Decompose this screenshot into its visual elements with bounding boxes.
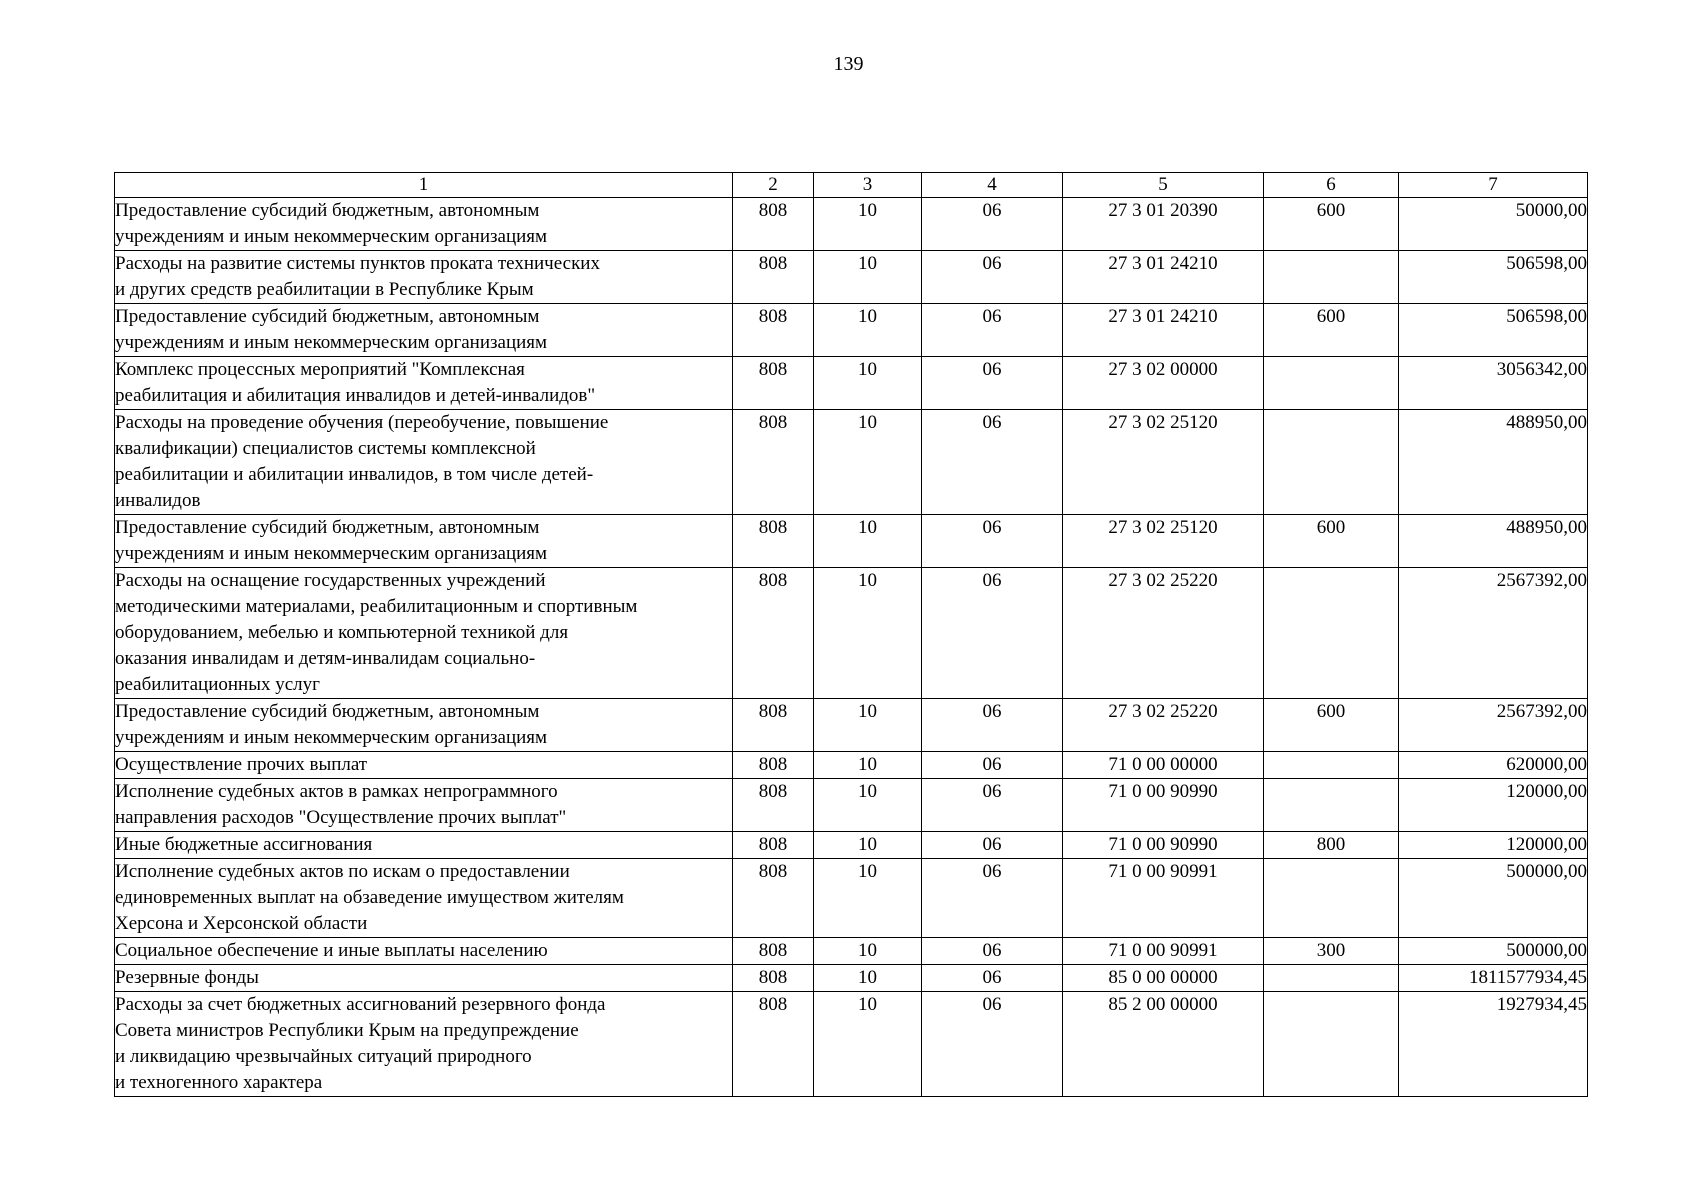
expense-name-line: Исполнение судебных актов в рамках непрограммного [115,781,558,802]
expense-name-line: единовременных выплат на обзаведение имуществом жителям [115,887,624,908]
amount-cell: 3056342,00 [1399,357,1588,410]
expense-name-line: и других средств реабилитации в Республике Крым [115,279,534,300]
table-row [115,251,1588,304]
amount-cell: 500000,00 [1399,859,1588,938]
column-number-row [115,173,1588,198]
expense-type-cell [1264,568,1399,699]
subsection-code-cell: 06 [922,992,1063,1097]
target-article-cell: 71 0 00 90991 [1063,859,1264,938]
subsection-code-cell: 06 [922,198,1063,251]
target-article-cell: 27 3 02 25120 [1063,515,1264,568]
expense-type-cell: 800 [1264,832,1399,859]
expense-name-line: реабилитация и абилитация инвалидов и детей-инвалидов" [115,385,596,406]
expense-type-cell: 600 [1264,198,1399,251]
column-number-1: 1 [115,173,733,198]
target-article-cell: 71 0 00 90990 [1063,779,1264,832]
target-article-cell: 85 0 00 00000 [1063,965,1264,992]
expense-type-cell [1264,859,1399,938]
expense-name-cell [115,198,733,251]
expense-name-line: Предоставление субсидий бюджетным, автономным [115,306,540,327]
subsection-code-cell: 06 [922,752,1063,779]
expense-name-cell [115,938,733,965]
ministry-code-cell: 808 [733,859,814,938]
table-row [115,568,1588,699]
expense-name-line: Резервные фонды [115,967,259,988]
ministry-code-cell: 808 [733,251,814,304]
expense-name-cell [115,859,733,938]
subsection-code-cell: 06 [922,965,1063,992]
target-article-cell: 27 3 02 00000 [1063,357,1264,410]
ministry-code-cell: 808 [733,357,814,410]
amount-cell: 50000,00 [1399,198,1588,251]
table-row [115,752,1588,779]
expense-name-line: Иные бюджетные ассигнования [115,834,373,855]
subsection-code-cell: 06 [922,779,1063,832]
column-number-6: 6 [1264,173,1399,198]
expense-type-cell: 300 [1264,938,1399,965]
column-number-4: 4 [922,173,1063,198]
target-article-cell: 27 3 02 25120 [1063,410,1264,515]
expense-name-line: Исполнение судебных актов по искам о предоставлении [115,861,570,882]
expense-name-line: учреждениям и иным некоммерческим организациям [115,727,548,748]
ministry-code-cell: 808 [733,965,814,992]
subsection-code-cell: 06 [922,832,1063,859]
amount-cell: 1927934,45 [1399,992,1588,1097]
expense-name-cell [115,752,733,779]
table-row [115,699,1588,752]
expense-name-line: квалификации) специалистов системы комплексной [115,438,536,459]
expense-name-line: Совета министров Республики Крым на предупреждение [115,1020,579,1041]
expense-name-cell [115,304,733,357]
expense-name-line: Предоставление субсидий бюджетным, автономным [115,701,540,722]
expense-name-line: оборудованием, мебелью и компьютерной техникой для [115,622,569,643]
section-code-cell: 10 [814,859,922,938]
section-code-cell: 10 [814,965,922,992]
column-number-7: 7 [1399,173,1588,198]
expense-type-cell [1264,357,1399,410]
expense-name-line: учреждениям и иным некоммерческим организациям [115,543,548,564]
expense-type-cell [1264,251,1399,304]
amount-cell: 500000,00 [1399,938,1588,965]
expense-name-line: Расходы на развитие системы пунктов проката технических [115,253,600,274]
budget-table [114,172,1588,1097]
amount-cell: 1811577934,45 [1399,965,1588,992]
ministry-code-cell: 808 [733,304,814,357]
target-article-cell: 71 0 00 00000 [1063,752,1264,779]
expense-name-line: инвалидов [115,490,201,511]
section-code-cell: 10 [814,992,922,1097]
page-number: 139 [833,53,864,75]
section-code-cell: 10 [814,938,922,965]
column-number-2: 2 [733,173,814,198]
target-article-cell: 71 0 00 90990 [1063,832,1264,859]
expense-name-cell [115,965,733,992]
expense-name-cell [115,357,733,410]
subsection-code-cell: 06 [922,357,1063,410]
ministry-code-cell: 808 [733,410,814,515]
section-code-cell: 10 [814,779,922,832]
target-article-cell: 85 2 00 00000 [1063,992,1264,1097]
expense-name-line: и техногенного характера [115,1072,323,1093]
expense-name-cell [115,832,733,859]
expense-name-line: направления расходов "Осуществление прочих выплат" [115,807,567,828]
expense-name-line: Расходы за счет бюджетных ассигнований резервного фонда [115,994,606,1015]
expense-name-line: Социальное обеспечение и иные выплаты населению [115,940,548,961]
section-code-cell: 10 [814,699,922,752]
section-code-cell: 10 [814,198,922,251]
section-code-cell: 10 [814,752,922,779]
subsection-code-cell: 06 [922,699,1063,752]
amount-cell: 620000,00 [1399,752,1588,779]
expense-name-line: Херсона и Херсонской области [115,913,368,934]
ministry-code-cell: 808 [733,779,814,832]
expense-type-cell: 600 [1264,304,1399,357]
expense-name-line: Комплекс процессных мероприятий "Комплексная [115,359,525,380]
section-code-cell: 10 [814,832,922,859]
expense-name-cell [115,251,733,304]
ministry-code-cell: 808 [733,515,814,568]
expense-name-cell [115,992,733,1097]
subsection-code-cell: 06 [922,251,1063,304]
expense-type-cell [1264,992,1399,1097]
expense-name-line: Предоставление субсидий бюджетным, автономным [115,200,540,221]
expense-name-line: учреждениям и иным некоммерческим организациям [115,226,548,247]
expense-name-line: методическими материалами, реабилитационным и спортивным [115,596,638,617]
expense-name-line: оказания инвалидам и детям-инвалидам социально- [115,648,536,669]
table-row [115,965,1588,992]
amount-cell: 2567392,00 [1399,568,1588,699]
expense-name-cell [115,568,733,699]
ministry-code-cell: 808 [733,752,814,779]
target-article-cell: 71 0 00 90991 [1063,938,1264,965]
target-article-cell: 27 3 02 25220 [1063,699,1264,752]
ministry-code-cell: 808 [733,568,814,699]
expense-name-line: Осуществление прочих выплат [115,754,368,775]
expense-name-line: и ликвидацию чрезвычайных ситуаций природного [115,1046,532,1067]
table-row [115,515,1588,568]
section-code-cell: 10 [814,410,922,515]
table-row [115,198,1588,251]
expense-type-cell: 600 [1264,699,1399,752]
table-row [115,779,1588,832]
section-code-cell: 10 [814,251,922,304]
table-row [115,410,1588,515]
table-row [115,832,1588,859]
expense-name-cell [115,515,733,568]
target-article-cell: 27 3 01 24210 [1063,251,1264,304]
subsection-code-cell: 06 [922,938,1063,965]
expense-name-line: Предоставление субсидий бюджетным, автономным [115,517,540,538]
ministry-code-cell: 808 [733,832,814,859]
target-article-cell: 27 3 01 20390 [1063,198,1264,251]
column-number-5: 5 [1063,173,1264,198]
subsection-code-cell: 06 [922,859,1063,938]
target-article-cell: 27 3 02 25220 [1063,568,1264,699]
amount-cell: 488950,00 [1399,515,1588,568]
amount-cell: 120000,00 [1399,832,1588,859]
expense-name-cell [115,779,733,832]
expense-name-line: Расходы на оснащение государственных учреждений [115,570,546,591]
expense-name-cell [115,699,733,752]
column-number-3: 3 [814,173,922,198]
expense-type-cell [1264,965,1399,992]
ministry-code-cell: 808 [733,699,814,752]
expense-name-line: реабилитационных услуг [115,674,320,695]
expense-type-cell [1264,779,1399,832]
amount-cell: 2567392,00 [1399,699,1588,752]
section-code-cell: 10 [814,515,922,568]
expense-type-cell [1264,410,1399,515]
expense-name-cell [115,410,733,515]
ministry-code-cell: 808 [733,992,814,1097]
subsection-code-cell: 06 [922,410,1063,515]
expense-name-line: реабилитации и абилитации инвалидов, в том числе детей- [115,464,594,485]
table-row [115,992,1588,1097]
ministry-code-cell: 808 [733,198,814,251]
section-code-cell: 10 [814,304,922,357]
amount-cell: 506598,00 [1399,251,1588,304]
expense-name-line: Расходы на проведение обучения (переобучение, повышение [115,412,609,433]
table-body [115,198,1588,1097]
section-code-cell: 10 [814,568,922,699]
amount-cell: 120000,00 [1399,779,1588,832]
table-row [115,938,1588,965]
amount-cell: 488950,00 [1399,410,1588,515]
subsection-code-cell: 06 [922,568,1063,699]
subsection-code-cell: 06 [922,515,1063,568]
subsection-code-cell: 06 [922,304,1063,357]
expense-name-line: учреждениям и иным некоммерческим организациям [115,332,548,353]
expense-type-cell: 600 [1264,515,1399,568]
expense-type-cell [1264,752,1399,779]
amount-cell: 506598,00 [1399,304,1588,357]
section-code-cell: 10 [814,357,922,410]
table-row [115,304,1588,357]
table-row [115,357,1588,410]
target-article-cell: 27 3 01 24210 [1063,304,1264,357]
table-row [115,859,1588,938]
ministry-code-cell: 808 [733,938,814,965]
